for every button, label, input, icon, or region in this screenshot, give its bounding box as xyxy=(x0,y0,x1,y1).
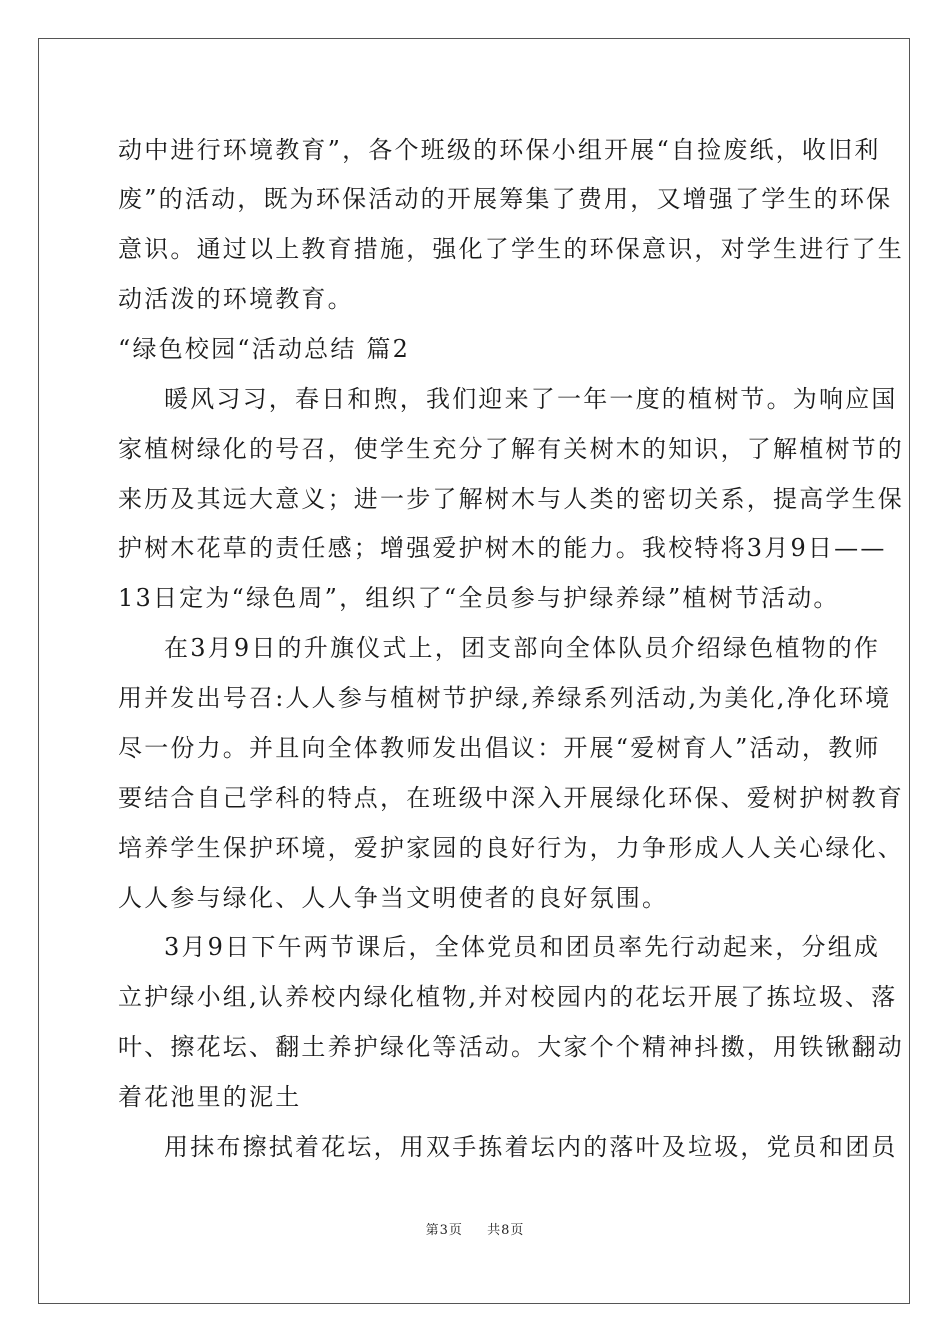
paragraph-line: 要结合自己学科的特点，在班级中深入开展绿化环保、爱树护树教育 xyxy=(118,784,904,812)
paragraph-line: 暖风习习，春日和煦，我们迎来了一年一度的植树节。为响应国 xyxy=(164,385,898,413)
paragraph-line: 家植树绿化的号召，使学生充分了解有关树木的知识，了解植树节的 xyxy=(118,435,904,463)
paragraph-line: 意识。通过以上教育措施，强化了学生的环保意识，对学生进行了生 xyxy=(118,235,904,263)
paragraph-line: 在3月9日的升旗仪式上，团支部向全体队员介绍绿色植物的作 xyxy=(164,634,881,662)
paragraph-line: 叶、擦花坛、翻土养护绿化等活动。大家个个精神抖擞，用铁锹翻动 xyxy=(118,1033,904,1061)
paragraph-line: 来历及其远大意义；进一步了解树木与人类的密切关系，提高学生保 xyxy=(118,485,904,513)
paragraph-line: 护树木花草的责任感；增强爱护树木的能力。我校特将3月9日—— xyxy=(118,534,887,562)
section-heading: “绿色校园“活动总结 篇2 xyxy=(118,335,411,363)
page-total: 共8页 xyxy=(487,1223,525,1238)
paragraph-line: 人人参与绿化、人人争当文明使者的良好氛围。 xyxy=(118,884,669,912)
paragraph-line: 动活泼的环境教育。 xyxy=(118,285,354,313)
paragraph-line: 13日定为“绿色周”，组织了“全员参与护绿养绿”植树节活动。 xyxy=(118,584,840,612)
paragraph-line: 废”的活动，既为环保活动的开展筹集了费用，又增强了学生的环保 xyxy=(118,185,893,213)
page-footer xyxy=(0,1219,950,1238)
paragraph-line: 着花池里的泥土 xyxy=(118,1083,302,1111)
paragraph-line: 立护绿小组,认养校内绿化植物,并对校园内的花坛开展了拣垃圾、落 xyxy=(118,983,898,1011)
paragraph-line: 用并发出号召:人人参与植树节护绿,养绿系列活动,为美化,净化环境 xyxy=(118,684,892,712)
page-border xyxy=(38,38,910,1304)
paragraph-line: 用抹布擦拭着花坛，用双手拣着坛内的落叶及垃圾，党员和团员 xyxy=(164,1133,898,1161)
paragraph-line: 3月9日下午两节课后，全体党员和团员率先行动起来，分组成 xyxy=(164,933,881,961)
paragraph-line: 动中进行环境教育”，各个班级的环保小组开展“自捡废纸，收旧利 xyxy=(118,136,881,164)
paragraph-line: 尽一份力。并且向全体教师发出倡议：开展“爱树育人”活动，教师 xyxy=(118,734,881,762)
paragraph-line: 培养学生保护环境，爱护家园的良好行为，力争形成人人关心绿化、 xyxy=(118,834,904,862)
page-number: 第3页 xyxy=(425,1223,463,1238)
